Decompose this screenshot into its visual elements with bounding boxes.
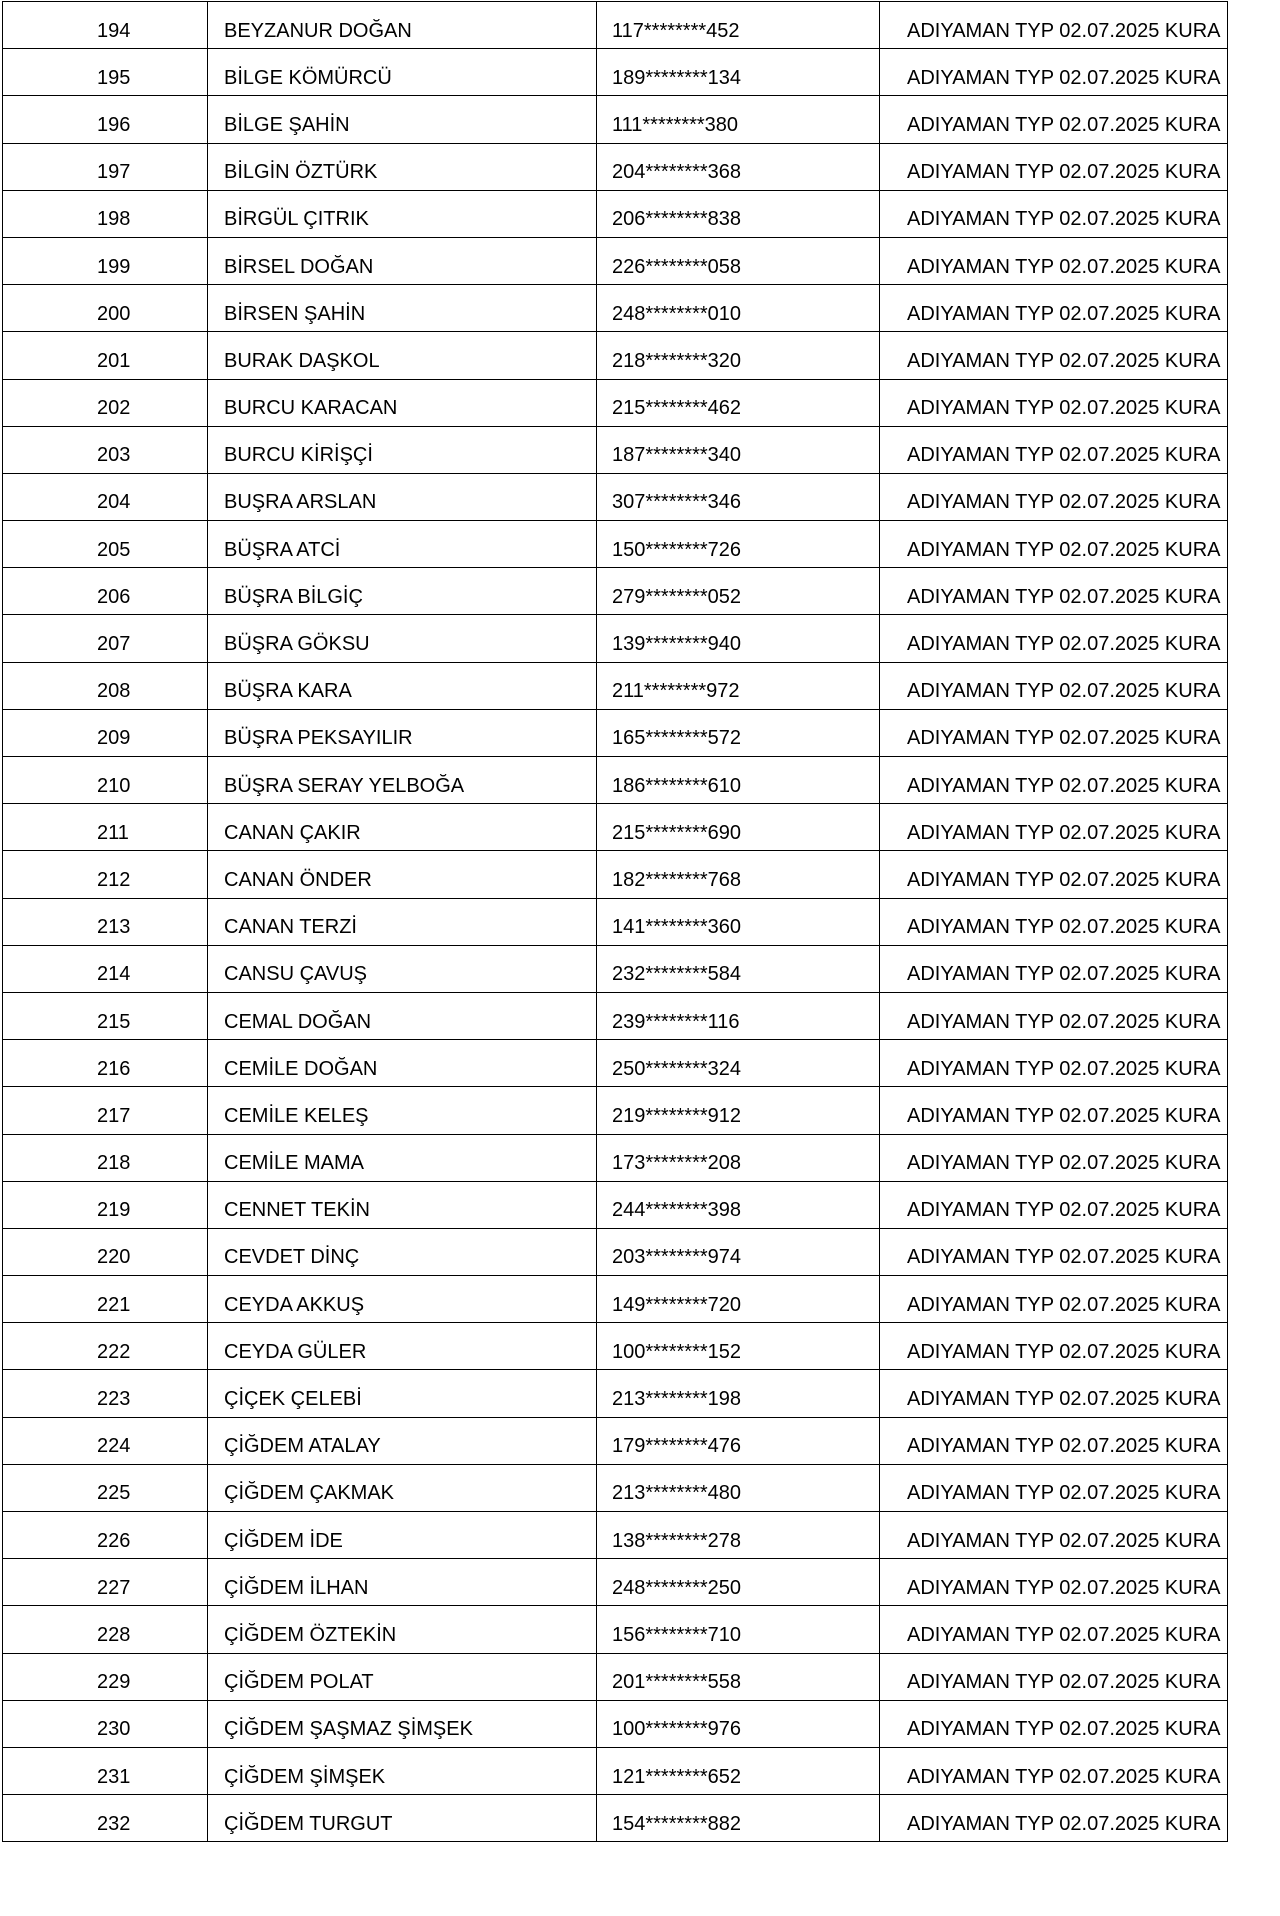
table-row xyxy=(3,1795,1228,1842)
lottery-note-cell: ADIYAMAN TYP 02.07.2025 KURA xyxy=(880,992,1228,1039)
table-row xyxy=(3,945,1228,992)
table-row xyxy=(3,1417,1228,1464)
full-name-cell: CEYDA AKKUŞ xyxy=(208,1276,597,1323)
lottery-note-cell: ADIYAMAN TYP 02.07.2025 KURA xyxy=(880,521,1228,568)
lottery-note-cell: ADIYAMAN TYP 02.07.2025 KURA xyxy=(880,1464,1228,1511)
full-name-cell: ÇİĞDEM TURGUT xyxy=(208,1795,597,1842)
full-name-cell: CEVDET DİNÇ xyxy=(208,1228,597,1275)
row-number-cell: 199 xyxy=(3,237,208,284)
full-name-cell: BİRSEL DOĞAN xyxy=(208,237,597,284)
full-name-cell: BURAK DAŞKOL xyxy=(208,332,597,379)
full-name-cell: ÇİĞDEM İDE xyxy=(208,1512,597,1559)
masked-id-cell: 187********340 xyxy=(597,426,880,473)
row-number-cell: 213 xyxy=(3,898,208,945)
masked-id-cell: 173********208 xyxy=(597,1134,880,1181)
masked-id-cell: 226********058 xyxy=(597,237,880,284)
table-row xyxy=(3,1559,1228,1606)
lottery-note-cell: ADIYAMAN TYP 02.07.2025 KURA xyxy=(880,1181,1228,1228)
masked-id-cell: 189********134 xyxy=(597,49,880,96)
masked-id-cell: 156********710 xyxy=(597,1606,880,1653)
masked-id-cell: 248********250 xyxy=(597,1559,880,1606)
row-number-cell: 218 xyxy=(3,1134,208,1181)
row-number-cell: 207 xyxy=(3,615,208,662)
row-number-cell: 202 xyxy=(3,379,208,426)
masked-id-cell: 213********198 xyxy=(597,1370,880,1417)
table-row xyxy=(3,379,1228,426)
table-row xyxy=(3,757,1228,804)
table-row xyxy=(3,49,1228,96)
lottery-note-cell: ADIYAMAN TYP 02.07.2025 KURA xyxy=(880,426,1228,473)
row-number-cell: 227 xyxy=(3,1559,208,1606)
table-row xyxy=(3,1040,1228,1087)
masked-id-cell: 213********480 xyxy=(597,1464,880,1511)
full-name-cell: CEMİLE KELEŞ xyxy=(208,1087,597,1134)
row-number-cell: 219 xyxy=(3,1181,208,1228)
table-row xyxy=(3,1653,1228,1700)
full-name-cell: BİLGE KÖMÜRCÜ xyxy=(208,49,597,96)
lottery-note-cell: ADIYAMAN TYP 02.07.2025 KURA xyxy=(880,379,1228,426)
full-name-cell: CEMAL DOĞAN xyxy=(208,992,597,1039)
row-number-cell: 203 xyxy=(3,426,208,473)
full-name-cell: BÜŞRA SERAY YELBOĞA xyxy=(208,757,597,804)
row-number-cell: 230 xyxy=(3,1700,208,1747)
row-number-cell: 228 xyxy=(3,1606,208,1653)
full-name-cell: CANAN ÖNDER xyxy=(208,851,597,898)
lottery-note-cell: ADIYAMAN TYP 02.07.2025 KURA xyxy=(880,1795,1228,1842)
lottery-note-cell: ADIYAMAN TYP 02.07.2025 KURA xyxy=(880,615,1228,662)
table-row xyxy=(3,615,1228,662)
table-row xyxy=(3,1606,1228,1653)
lottery-note-cell: ADIYAMAN TYP 02.07.2025 KURA xyxy=(880,898,1228,945)
masked-id-cell: 204********368 xyxy=(597,143,880,190)
lottery-note-cell: ADIYAMAN TYP 02.07.2025 KURA xyxy=(880,143,1228,190)
row-number-cell: 201 xyxy=(3,332,208,379)
row-number-cell: 231 xyxy=(3,1747,208,1794)
lottery-note-cell: ADIYAMAN TYP 02.07.2025 KURA xyxy=(880,1700,1228,1747)
full-name-cell: ÇİĞDEM ÇAKMAK xyxy=(208,1464,597,1511)
row-number-cell: 224 xyxy=(3,1417,208,1464)
full-name-cell: CENNET TEKİN xyxy=(208,1181,597,1228)
table-row xyxy=(3,851,1228,898)
full-name-cell: ÇİĞDEM ŞİMŞEK xyxy=(208,1747,597,1794)
masked-id-cell: 206********838 xyxy=(597,190,880,237)
masked-id-cell: 250********324 xyxy=(597,1040,880,1087)
lottery-note-cell: ADIYAMAN TYP 02.07.2025 KURA xyxy=(880,568,1228,615)
masked-id-cell: 117********452 xyxy=(597,2,880,49)
row-number-cell: 200 xyxy=(3,285,208,332)
lottery-note-cell: ADIYAMAN TYP 02.07.2025 KURA xyxy=(880,1323,1228,1370)
masked-id-cell: 149********720 xyxy=(597,1276,880,1323)
row-number-cell: 229 xyxy=(3,1653,208,1700)
table-row xyxy=(3,1087,1228,1134)
lottery-note-cell: ADIYAMAN TYP 02.07.2025 KURA xyxy=(880,473,1228,520)
full-name-cell: ÇİĞDEM ÖZTEKİN xyxy=(208,1606,597,1653)
masked-id-cell: 203********974 xyxy=(597,1228,880,1275)
lottery-note-cell: ADIYAMAN TYP 02.07.2025 KURA xyxy=(880,1512,1228,1559)
row-number-cell: 204 xyxy=(3,473,208,520)
masked-id-cell: 111********380 xyxy=(597,96,880,143)
masked-id-cell: 219********912 xyxy=(597,1087,880,1134)
masked-id-cell: 100********152 xyxy=(597,1323,880,1370)
full-name-cell: CEMİLE MAMA xyxy=(208,1134,597,1181)
lottery-note-cell: ADIYAMAN TYP 02.07.2025 KURA xyxy=(880,96,1228,143)
masked-id-cell: 239********116 xyxy=(597,992,880,1039)
full-name-cell: BURCU KİRİŞÇİ xyxy=(208,426,597,473)
table-row xyxy=(3,804,1228,851)
masked-id-cell: 141********360 xyxy=(597,898,880,945)
table-row xyxy=(3,1276,1228,1323)
table-row xyxy=(3,1700,1228,1747)
row-number-cell: 209 xyxy=(3,709,208,756)
table-row xyxy=(3,1181,1228,1228)
masked-id-cell: 215********462 xyxy=(597,379,880,426)
row-number-cell: 197 xyxy=(3,143,208,190)
table-row xyxy=(3,568,1228,615)
full-name-cell: BEYZANUR DOĞAN xyxy=(208,2,597,49)
table-row xyxy=(3,1134,1228,1181)
lottery-note-cell: ADIYAMAN TYP 02.07.2025 KURA xyxy=(880,1040,1228,1087)
table-row xyxy=(3,473,1228,520)
table-row xyxy=(3,190,1228,237)
lottery-note-cell: ADIYAMAN TYP 02.07.2025 KURA xyxy=(880,49,1228,96)
masked-id-cell: 179********476 xyxy=(597,1417,880,1464)
lottery-note-cell: ADIYAMAN TYP 02.07.2025 KURA xyxy=(880,804,1228,851)
table-row xyxy=(3,1464,1228,1511)
full-name-cell: ÇİĞDEM POLAT xyxy=(208,1653,597,1700)
full-name-cell: BÜŞRA GÖKSU xyxy=(208,615,597,662)
masked-id-cell: 139********940 xyxy=(597,615,880,662)
row-number-cell: 208 xyxy=(3,662,208,709)
table-row xyxy=(3,332,1228,379)
full-name-cell: ÇİĞDEM ATALAY xyxy=(208,1417,597,1464)
row-number-cell: 222 xyxy=(3,1323,208,1370)
lottery-note-cell: ADIYAMAN TYP 02.07.2025 KURA xyxy=(880,1370,1228,1417)
masked-id-cell: 201********558 xyxy=(597,1653,880,1700)
masked-id-cell: 248********010 xyxy=(597,285,880,332)
row-number-cell: 194 xyxy=(3,2,208,49)
table-row xyxy=(3,1323,1228,1370)
full-name-cell: CEYDA GÜLER xyxy=(208,1323,597,1370)
masked-id-cell: 138********278 xyxy=(597,1512,880,1559)
full-name-cell: CANSU ÇAVUŞ xyxy=(208,945,597,992)
table-row xyxy=(3,96,1228,143)
table-row xyxy=(3,1512,1228,1559)
full-name-cell: BİLGE ŞAHİN xyxy=(208,96,597,143)
row-number-cell: 211 xyxy=(3,804,208,851)
full-name-cell: CANAN ÇAKIR xyxy=(208,804,597,851)
table-row xyxy=(3,2,1228,49)
row-number-cell: 196 xyxy=(3,96,208,143)
row-number-cell: 220 xyxy=(3,1228,208,1275)
masked-id-cell: 186********610 xyxy=(597,757,880,804)
full-name-cell: BÜŞRA KARA xyxy=(208,662,597,709)
masked-id-cell: 154********882 xyxy=(597,1795,880,1842)
masked-id-cell: 100********976 xyxy=(597,1700,880,1747)
masked-id-cell: 211********972 xyxy=(597,662,880,709)
lottery-note-cell: ADIYAMAN TYP 02.07.2025 KURA xyxy=(880,2,1228,49)
row-number-cell: 215 xyxy=(3,992,208,1039)
full-name-cell: ÇİĞDEM İLHAN xyxy=(208,1559,597,1606)
results-table-body xyxy=(3,2,1228,1842)
table-row xyxy=(3,521,1228,568)
masked-id-cell: 279********052 xyxy=(597,568,880,615)
results-table xyxy=(2,1,1228,1842)
row-number-cell: 195 xyxy=(3,49,208,96)
full-name-cell: BÜŞRA PEKSAYILIR xyxy=(208,709,597,756)
lottery-note-cell: ADIYAMAN TYP 02.07.2025 KURA xyxy=(880,662,1228,709)
lottery-note-cell: ADIYAMAN TYP 02.07.2025 KURA xyxy=(880,1606,1228,1653)
lottery-note-cell: ADIYAMAN TYP 02.07.2025 KURA xyxy=(880,1417,1228,1464)
full-name-cell: BİRGÜL ÇITRIK xyxy=(208,190,597,237)
table-row xyxy=(3,709,1228,756)
row-number-cell: 226 xyxy=(3,1512,208,1559)
row-number-cell: 232 xyxy=(3,1795,208,1842)
lottery-note-cell: ADIYAMAN TYP 02.07.2025 KURA xyxy=(880,1653,1228,1700)
full-name-cell: CEMİLE DOĞAN xyxy=(208,1040,597,1087)
full-name-cell: BUŞRA ARSLAN xyxy=(208,473,597,520)
masked-id-cell: 244********398 xyxy=(597,1181,880,1228)
row-number-cell: 217 xyxy=(3,1087,208,1134)
row-number-cell: 223 xyxy=(3,1370,208,1417)
row-number-cell: 214 xyxy=(3,945,208,992)
full-name-cell: BİRSEN ŞAHİN xyxy=(208,285,597,332)
lottery-note-cell: ADIYAMAN TYP 02.07.2025 KURA xyxy=(880,237,1228,284)
lottery-note-cell: ADIYAMAN TYP 02.07.2025 KURA xyxy=(880,190,1228,237)
lottery-note-cell: ADIYAMAN TYP 02.07.2025 KURA xyxy=(880,945,1228,992)
lottery-note-cell: ADIYAMAN TYP 02.07.2025 KURA xyxy=(880,332,1228,379)
lottery-note-cell: ADIYAMAN TYP 02.07.2025 KURA xyxy=(880,1559,1228,1606)
full-name-cell: BÜŞRA BİLGİÇ xyxy=(208,568,597,615)
row-number-cell: 210 xyxy=(3,757,208,804)
row-number-cell: 216 xyxy=(3,1040,208,1087)
row-number-cell: 225 xyxy=(3,1464,208,1511)
full-name-cell: BİLGİN ÖZTÜRK xyxy=(208,143,597,190)
lottery-note-cell: ADIYAMAN TYP 02.07.2025 KURA xyxy=(880,1276,1228,1323)
table-row xyxy=(3,143,1228,190)
masked-id-cell: 232********584 xyxy=(597,945,880,992)
full-name-cell: BURCU KARACAN xyxy=(208,379,597,426)
row-number-cell: 221 xyxy=(3,1276,208,1323)
lottery-note-cell: ADIYAMAN TYP 02.07.2025 KURA xyxy=(880,1087,1228,1134)
masked-id-cell: 121********652 xyxy=(597,1747,880,1794)
lottery-note-cell: ADIYAMAN TYP 02.07.2025 KURA xyxy=(880,709,1228,756)
full-name-cell: CANAN TERZİ xyxy=(208,898,597,945)
table-row xyxy=(3,662,1228,709)
table-row xyxy=(3,898,1228,945)
row-number-cell: 212 xyxy=(3,851,208,898)
table-row xyxy=(3,285,1228,332)
lottery-note-cell: ADIYAMAN TYP 02.07.2025 KURA xyxy=(880,757,1228,804)
full-name-cell: BÜŞRA ATCİ xyxy=(208,521,597,568)
table-row xyxy=(3,1370,1228,1417)
row-number-cell: 206 xyxy=(3,568,208,615)
full-name-cell: ÇİĞDEM ŞAŞMAZ ŞİMŞEK xyxy=(208,1700,597,1747)
lottery-note-cell: ADIYAMAN TYP 02.07.2025 KURA xyxy=(880,285,1228,332)
masked-id-cell: 307********346 xyxy=(597,473,880,520)
row-number-cell: 205 xyxy=(3,521,208,568)
table-row xyxy=(3,1747,1228,1794)
masked-id-cell: 165********572 xyxy=(597,709,880,756)
masked-id-cell: 215********690 xyxy=(597,804,880,851)
full-name-cell: ÇİÇEK ÇELEBİ xyxy=(208,1370,597,1417)
lottery-note-cell: ADIYAMAN TYP 02.07.2025 KURA xyxy=(880,1228,1228,1275)
table-row xyxy=(3,1228,1228,1275)
lottery-note-cell: ADIYAMAN TYP 02.07.2025 KURA xyxy=(880,1134,1228,1181)
lottery-note-cell: ADIYAMAN TYP 02.07.2025 KURA xyxy=(880,851,1228,898)
masked-id-cell: 182********768 xyxy=(597,851,880,898)
row-number-cell: 198 xyxy=(3,190,208,237)
table-row xyxy=(3,426,1228,473)
masked-id-cell: 150********726 xyxy=(597,521,880,568)
masked-id-cell: 218********320 xyxy=(597,332,880,379)
table-row xyxy=(3,237,1228,284)
table-row xyxy=(3,992,1228,1039)
lottery-note-cell: ADIYAMAN TYP 02.07.2025 KURA xyxy=(880,1747,1228,1794)
